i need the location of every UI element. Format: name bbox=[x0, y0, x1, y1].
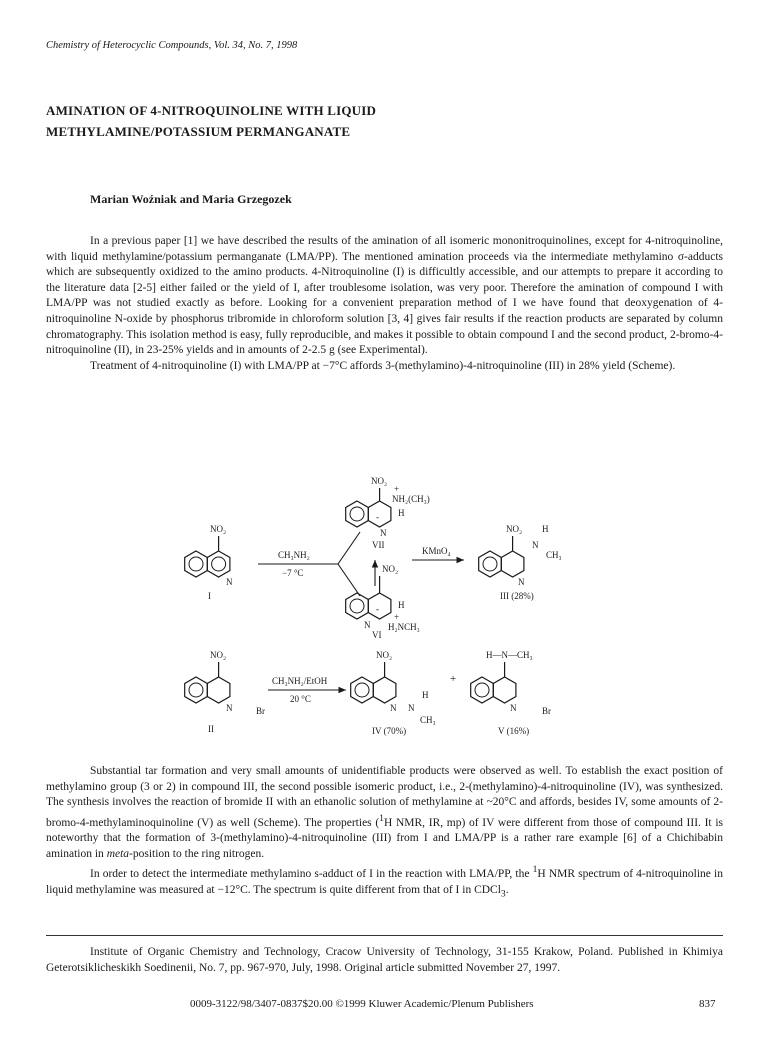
paragraph-3: Substantial tar formation and very small amounts of unidentifiable products were observed as well. To establish the exact position of methylamino group (3 or 2) in compound III, the second possible isomeric product, i.e., 2-(methylamino)-4-nitroquinoline (IV), was synthesized. The synthesis involves the reaction of bromide II with an ethanolic solution of methylamine at ~20°C and affords, besides IV, some amounts of 2-bromo-4-methylaminoquinoline (V) as well (Scheme). The properties ($^1$H NMR, IR, mp) of IV were different from those of compound III. It is noteworthy that the formation of 3-(methylamino)-4-nitroquinoline (III) from I and LMA/PP is a rather rare example [6] of a Chichibabin amination in meta-position to the ring nitrogen. bbox=[46, 765, 723, 860]
methyl-group: CH₃ bbox=[420, 715, 436, 725]
methyl-group: CH₃ bbox=[546, 550, 562, 560]
minus-charge: - bbox=[376, 604, 379, 614]
plus-charge: + bbox=[394, 484, 400, 494]
label-II: II bbox=[208, 724, 214, 734]
amine-nitrogen: N bbox=[408, 703, 415, 713]
nitro-group: NO₂ bbox=[506, 524, 523, 534]
journal-header: Chemistry of Heterocyclic Compounds, Vol. 34, No. 7, 1998 bbox=[46, 40, 298, 51]
label-III: III (28%) bbox=[500, 591, 534, 601]
reaction-scheme bbox=[150, 468, 620, 754]
ammonium-group: NH₂(CH₃) bbox=[392, 494, 430, 504]
bromine: Br bbox=[542, 706, 551, 716]
plus-charge: + bbox=[394, 612, 400, 622]
authors: Marian Woźniak and Maria Grzegozek bbox=[90, 192, 292, 206]
copyright-line: 0009-3122/98/3407-0837$20.00 ©1999 Kluwer Academic/Plenum Publishers bbox=[190, 998, 534, 1010]
ring-nitrogen: N bbox=[518, 577, 525, 587]
label-VII: VII bbox=[372, 540, 385, 550]
page-number: 837 bbox=[699, 998, 716, 1010]
compound-V bbox=[471, 650, 551, 736]
methylamino-group: H—N—CH₃ bbox=[486, 650, 533, 660]
label-V: V (16%) bbox=[498, 726, 530, 736]
hydrogen: H bbox=[542, 524, 549, 534]
label-IV: IV (70%) bbox=[372, 726, 407, 736]
hydrogen: H bbox=[398, 508, 405, 518]
title-line-2: METHYLAMINE/POTASSIUM PERMANGANATE bbox=[46, 124, 351, 139]
amine-nitrogen: N bbox=[532, 540, 539, 550]
ring-nitrogen: N bbox=[226, 703, 233, 713]
ammonium-group: H₂NCH₃ bbox=[388, 622, 420, 632]
ring-nitrogen: N bbox=[380, 528, 387, 538]
paragraph-4: In order to detect the intermediate methylamino s-adduct of I in the reaction with LMA/PP, the $^1$H NMR spectrum of 4-nitroquinoline in liquid methylamine was measured at −12°C. The spectrum is quite different from that of I in CDCl$_3$. bbox=[46, 864, 723, 900]
title-line-1: AMINATION OF 4-NITROQUINOLINE WITH LIQUID bbox=[46, 103, 377, 118]
compound-III bbox=[479, 524, 562, 601]
discussion-text bbox=[46, 764, 723, 902]
hydrogen: H bbox=[422, 690, 429, 700]
article-title bbox=[46, 100, 706, 142]
nitro-group: NO₂ bbox=[382, 564, 399, 574]
footnote-divider bbox=[46, 935, 723, 936]
affiliation-footnote: Institute of Organic Chemistry and Technology, Cracow University of Technology, 31-155 Krakow, Poland. Published in Khimiya Geterotsiklicheskikh Soedinenii, No. 7, pp. 967-970, July, 1998. Original article submitted November 27, 1997. bbox=[46, 946, 723, 974]
ring-nitrogen: N bbox=[390, 703, 397, 713]
nitro-group: NO₂ bbox=[210, 524, 227, 534]
paragraph-2: Treatment of 4-nitroquinoline (I) with LMA/PP at −7°C affords 3-(methylamino)-4-nitroquinoline (III) in 28% yield (Scheme). bbox=[90, 359, 676, 372]
label-I: I bbox=[208, 591, 211, 601]
temperature-1: −7 °C bbox=[282, 568, 304, 578]
temperature-2: 20 °C bbox=[290, 694, 311, 704]
reagent-methylamine: CH₃NH₂ bbox=[278, 550, 310, 560]
reagent-kmno4: KMnO₄ bbox=[422, 546, 451, 556]
compound-VI bbox=[346, 564, 420, 640]
reagent-methylamine-ethanol: CH₃NH₂/EtOH bbox=[272, 676, 328, 686]
compound-VII bbox=[346, 476, 430, 550]
ring-nitrogen: N bbox=[226, 577, 233, 587]
ring-nitrogen: N bbox=[510, 703, 517, 713]
branch-to-VI bbox=[338, 564, 360, 596]
minus-charge: - bbox=[376, 512, 379, 522]
ring-nitrogen: N bbox=[364, 620, 371, 630]
hydrogen: H bbox=[398, 600, 405, 610]
bromine: Br bbox=[256, 706, 265, 716]
plus-sign: + bbox=[450, 673, 457, 685]
nitro-group: NO₂ bbox=[210, 650, 227, 660]
compound-II bbox=[185, 650, 265, 734]
aromatic-ring bbox=[212, 557, 226, 571]
intro-text bbox=[46, 234, 723, 374]
label-VI: VI bbox=[372, 630, 382, 640]
nitro-group: NO₂ bbox=[371, 476, 388, 486]
compound-I bbox=[185, 524, 233, 601]
paragraph-1: In a previous paper [1] we have described the results of the amination of all isomeric mononitroquinolines, except for 4-nitroquinoline, with liquid methylamine/potassium permanganate (LMA/PP). The mentioned amination proceeds via the intermediate methylamino σ-adducts which are subsequently oxidized to the amino products. 4-Nitroquinoline (I) is difficultly accessible, and our attempts to prepare it according to the literature data [2-5] either failed or the yield of I, after troublesome isolation, was very poor. Therefore the amination of compound I with LMA/PP was not studied exactly as before. Looking for a convenient preparation method of I we have found that deoxygenation of 4-nitroquinoline N-oxide by phosphorus tribromide in chloroform solution [3, 4] gives fair results if the reaction products are separated by column chromatography. This isolation method is easy, fully reproducible, and makes it possible to obtain compound I and the second product, 2-bromo-4-nitroquinoline (II), in 23-25% yields and in amounts of 2-2.5 g (see Experimental). bbox=[46, 235, 723, 357]
nitro-group: NO₂ bbox=[376, 650, 393, 660]
compound-IV bbox=[351, 650, 436, 736]
branch-to-VII bbox=[338, 532, 360, 564]
